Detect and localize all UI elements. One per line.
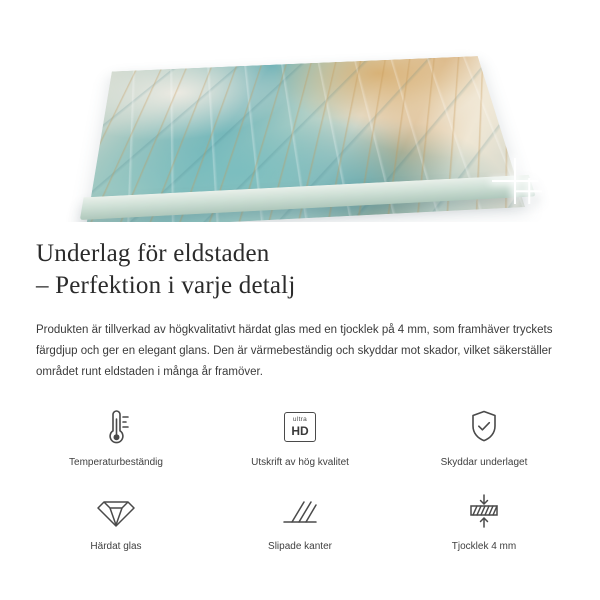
- ultra-hd-icon: [284, 405, 316, 449]
- feature-item-polished-edges: [208, 489, 392, 567]
- headline-line-2: – Perfektion i varje detalj: [36, 272, 296, 299]
- product-description-text: Produkten är tillverkad av högkvalitativt härdat glas med en tjocklek på 4 mm, som framhäver tryckets färgdjup och ger en elegant glans. Den är värmebeständig och skyddar mot skador, vilket säkerställer området runt eldstaden i många år framöver.: [36, 324, 553, 378]
- diamond-icon: [97, 489, 135, 533]
- feature-label: Slipade kanter: [268, 541, 332, 552]
- thermometer-icon: [99, 405, 133, 449]
- feature-item-tempered-glass: [24, 489, 208, 567]
- headline-line-1: Underlag för eldstaden: [36, 240, 270, 267]
- feature-label: Skyddar underlaget: [440, 457, 528, 468]
- ultra-hd-badge-top: ultra: [292, 416, 308, 424]
- hero-image: [0, 0, 600, 222]
- feature-grid: [0, 383, 600, 567]
- feature-item-temperature-resistant: [24, 405, 208, 483]
- feature-label: Härdat glas: [90, 541, 142, 552]
- ultra-hd-badge-bottom: HD: [291, 423, 309, 438]
- thickness-icon: [464, 489, 504, 533]
- content-section: [0, 222, 600, 567]
- feature-item-surface-protection: [392, 405, 576, 483]
- page-title: [0, 222, 600, 302]
- feature-item-print-quality: [208, 405, 392, 483]
- feature-label: Tjocklek 4 mm: [451, 541, 517, 552]
- feature-item-thickness: [392, 489, 576, 567]
- polished-edges-icon: [280, 489, 320, 533]
- feature-label: Utskrift av hög kvalitet: [251, 457, 349, 468]
- shield-check-icon: [467, 405, 501, 449]
- feature-label: Temperaturbeständig: [69, 457, 163, 468]
